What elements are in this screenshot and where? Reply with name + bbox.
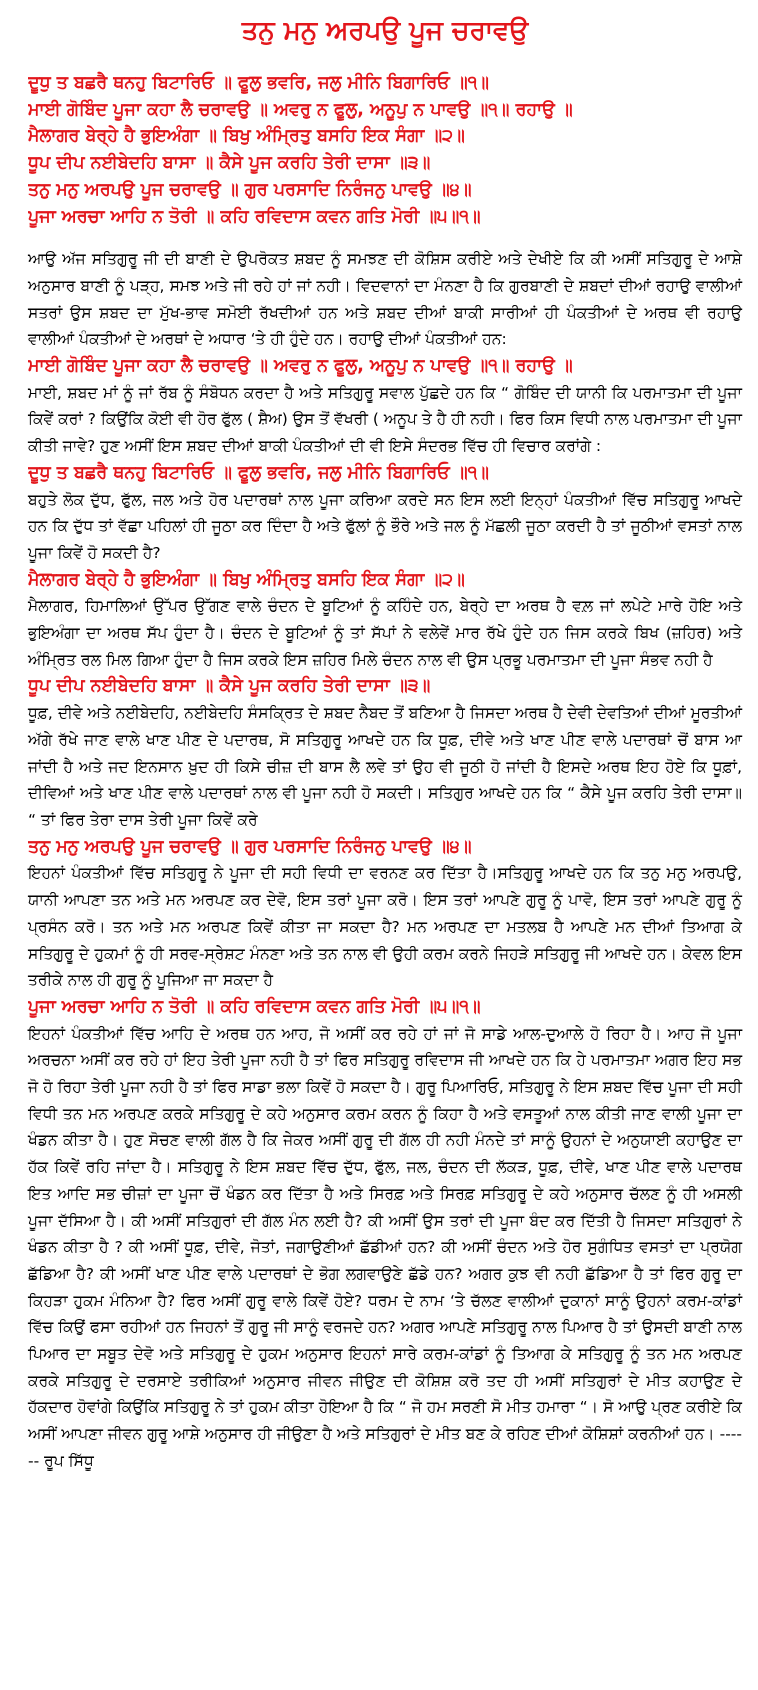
quoted-verse: ਧੂਪ ਦੀਪ ਨਈਬੇਦਹਿ ਬਾਸਾ ॥ ਕੈਸੇ ਪੂਜ ਕਰਹਿ ਤੇਰੀ ਦਾਸਾ ॥੩॥ [28, 676, 431, 697]
article-title: ਤਨੁ ਮਨੁ ਅਰਪਉ ਪੂਜ ਚਰਾਵਉ [241, 16, 529, 46]
verse-line: ਮਾਈ ਗੋਬਿੰਦ ਪੂਜਾ ਕਹਾ ਲੈ ਚਰਾਵਉ ॥ ਅਵਰੁ ਨ ਫੂਲੁ, ਅਨੂਪੁ ਨ ਪਾਵਉ ॥੧॥ ਰਹਾਉ ॥ [28, 99, 573, 120]
quoted-verse: ਪੂਜਾ ਅਰਚਾ ਆਹਿ ਨ ਤੋਰੀ ॥ ਕਹਿ ਰਵਿਦਾਸ ਕਵਨ ਗਤਿ ਮੋਰੀ ॥੫॥੧॥ [28, 996, 481, 1017]
commentary-paragraph: ਮੈਲਾਗਰ, ਹਿਮਾਲਿਆਂ ਉੱਪਰ ਉੱਗਣ ਵਾਲੇ ਚੰਦਨ ਦੇ ਬੂਟਿਆਂ ਨੂੰ ਕਹਿੰਦੇ ਹਨ, ਬੇਰ੍ਹੇ ਦਾ ਅਰਥ ਹੈ ਵਲ਼ ਜਾਂ ਲਪੇਟੇ ਮਾਰੇ ਹੋਇ ਅਤੇ ਭੁਇਅੰਗਾ ਦਾ ਅਰਥ ਸੱਪ ਹੁੰਦਾ ਹੈ। ਚੰਦਨ ਦੇ ਬੂਟਿਆਂ ਨੂੰ ਤਾਂ ਸੱਪਾਂ ਨੇ ਵਲੇਵੇਂ ਮਾਰ ਰੱਖੇ ਹੁੰਦੇ ਹਨ ਜਿਸ ਕਰਕੇ ਬਿਖ (ਜ਼ਹਿਰ) ਅਤੇ ਅੰਮ੍ਰਿਤ ਰਲ ਮਿਲ ਗਿਆ ਹੁੰਦਾ ਹੈ ਜਿਸ ਕਰਕੇ ਇਸ ਜ਼ਹਿਰ ਮਿਲੇ ਚੰਦਨ ਨਾਲ ਵੀ ਉਸ ਪ੍ਰਭੂ ਪਰਮਾਤਮਾ ਦੀ ਪੂਜਾ ਸੰਭਵ ਨਹੀ ਹੈ [28, 597, 742, 669]
quoted-verse: ਮੈਲਾਗਰ ਬੇਰ੍ਹੇ ਹੈ ਭੁਇਅੰਗਾ ॥ ਬਿਖੁ ਅੰਮ੍ਰਿਤੁ ਬਸਹਿ ਇਕ ਸੰਗਾ ॥੨॥ [28, 569, 465, 590]
verse-line: ਦੂਧੁ ਤ ਬਛਰੈ ਥਨਹੁ ਬਿਟਾਰਿਓ ॥ ਫੂਲੁ ਭਵਰਿ, ਜਲੁ ਮੀਨਿ ਬਿਗਾਰਿਓ ॥੧॥ [28, 73, 489, 93]
verse-line: ਧੂਪ ਦੀਪ ਨਈਬੇਦਹਿ ਬਾਸਾ ॥ ਕੈਸੇ ਪੂਜ ਕਰਹਿ ਤੇਰੀ ਦਾਸਾ ॥੩॥ [28, 153, 431, 174]
commentary-paragraph: ਆਉ ਅੱਜ ਸਤਿਗੁਰੂ ਜੀ ਦੀ ਬਾਣੀ ਦੇ ਉਪਰੋਕਤ ਸ਼ਬਦ ਨੂੰ ਸਮਝਣ ਦੀ ਕੋਸ਼ਿਸ ਕਰੀਏ ਅਤੇ ਦੇਖੀਏ ਕਿ ਕੀ ਅਸੀਂ ਸਤਿਗੁਰੂ ਦੇ ਆਸ਼ੇ ਅਨੁਸਾਰ ਬਾਣੀ ਨੂੰ ਪੜ੍ਹ, ਸਮਝ ਅਤੇ ਜੀ ਰਹੇ ਹਾਂ ਜਾਂ ਨਹੀ। ਵਿਦਵਾਨਾਂ ਦਾ ਮੰਨਣਾ ਹੈ ਕਿ ਗੁਰਬਾਣੀ ਦੇ ਸ਼ਬਦਾਂ ਦੀਆਂ ਰਹਾਉ ਵਾਲੀਆਂ ਸਤਰਾਂ ਉਸ ਸ਼ਬਦ ਦਾ ਮੁੱਖ-ਭਾਵ ਸਮੋਈ ਰੱਖਦੀਆਂ ਹਨ ਅਤੇ ਸ਼ਬਦ ਦੀਆਂ ਬਾਕੀ ਸਾਰੀਆਂ ਹੀ ਪੰਕਤੀਆਂ ਦੇ ਅਰਥ ਵੀ ਰਹਾਉ ਵਾਲੀਆਂ ਪੰਕਤੀਆਂ ਦੇ ਅਰਥਾਂ ਦੇ ਅਧਾਰ ‘ਤੇ ਹੀ ਹੁੰਦੇ ਹਨ। ਰਹਾਉ ਦੀਆਂ ਪੰਕਤੀਆਂ ਹਨ: [28, 250, 742, 349]
quoted-verse: ਮਾਈ ਗੋਬਿੰਦ ਪੂਜਾ ਕਹਾ ਲੈ ਚਰਾਵਉ ॥ ਅਵਰੁ ਨ ਫੂਲੁ, ਅਨੂਪੁ ਨ ਪਾਵਉ ॥੧॥ ਰਹਾਉ ॥ [28, 356, 573, 377]
verse-line: ਮੈਲਾਗਰ ਬੇਰ੍ਹੇ ਹੈ ਭੁਇਅੰਗਾ ॥ ਬਿਖੁ ਅੰਮ੍ਰਿਤੁ ਬਸਹਿ ਇਕ ਸੰਗਾ ॥੨॥ [28, 126, 465, 147]
commentary-paragraph: ਬਹੁਤੇ ਲੋਕ ਦੁੱਧ, ਫੁੱਲ, ਜਲ ਅਤੇ ਹੋਰ ਪਦਾਰਥਾਂ ਨਾਲ ਪੂਜਾ ਕਰਿਆ ਕਰਦੇ ਸਨ ਇਸ ਲਈ ਇਨ੍ਹਾਂ ਪੰਕਤੀਆਂ ਵਿੱਚ ਸਤਿਗੁਰੂ ਆਖਦੇ ਹਨ ਕਿ ਦੁੱਧ ਤਾਂ ਵੱਛਾ ਪਹਿਲਾਂ ਹੀ ਜੂਠਾ ਕਰ ਦਿੰਦਾ ਹੈ ਅਤੇ ਫੁੱਲਾਂ ਨੂੰ ਭੌਰੇ ਅਤੇ ਜਲ ਨੂੰ ਮੱਛਲੀ ਜੂਠਾ ਕਰਦੀ ਹੈ ਤਾਂ ਜੂਠੀਆਂ ਵਸਤਾਂ ਨਾਲ ਪੂਜਾ ਕਿਵੇਂ ਹੋ ਸਕਦੀ ਹੈ? [28, 490, 742, 562]
commentary-paragraph: ਧੂਫ਼, ਦੀਵੇ ਅਤੇ ਨਈਬੇਦਹਿ, ਨਈਬੇਦਹਿ ਸੰਸਕ੍ਰਿਤ ਦੇ ਸ਼ਬਦ ਨੈਬਦ ਤੋਂ ਬਣਿਆ ਹੈ ਜਿਸਦਾ ਅਰਥ ਹੈ ਦੇਵੀ ਦੇਵਤਿਆਂ ਦੀਆਂ ਮੂਰਤੀਆਂ ਅੱਗੇ ਰੱਖੇ ਜਾਣ ਵਾਲੇ ਖਾਣ ਪੀਣ ਦੇ ਪਦਾਰਥ, ਸੋ ਸਤਿਗੁਰੂ ਆਖਦੇ ਹਨ ਕਿ ਧੂਫ਼, ਦੀਵੇ ਅਤੇ ਖਾਣ ਪੀਣ ਵਾਲੇ ਪਦਾਰਥਾਂ ਚੋਂ ਬਾਸ ਆ ਜਾਂਦੀ ਹੈ ਅਤੇ ਜਦ ਇਨਸਾਨ ਖ਼ੁਦ ਹੀ ਕਿਸੇ ਚੀਜ਼ ਦੀ ਬਾਸ ਲੈ ਲਵੇ ਤਾਂ ਉਹ ਵੀ ਜੂਠੀ ਹੋ ਜਾਂਦੀ ਹੈ ਇਸਦੇ ਅਰਥ ਇਹ ਹੋਏ ਕਿ ਧੂਫ਼ਾਂ, ਦੀਵਿਆਂ ਅਤੇ ਖਾਣ ਪੀਣ ਵਾਲੇ ਪਦਾਰਥਾਂ ਨਾਲ ਵੀ ਪੂਜਾ ਨਹੀ ਹੋ ਸਕਦੀ। ਸਤਿਗੁਰ ਆਖਦੇ ਹਨ ਕਿ “ ਕੈਸੇ ਪੂਜ ਕਰਹਿ ਤੇਰੀ ਦਾਸਾ॥ “ ਤਾਂ ਫਿਰ ਤੇਰਾ ਦਾਸ ਤੇਰੀ ਪੂਜਾ ਕਿਵੇਂ ਕਰੇ [28, 704, 742, 829]
shabad-verses [28, 70, 742, 230]
commentary-paragraph: ਮਾਈ, ਸ਼ਬਦ ਮਾਂ ਨੂੰ ਜਾਂ ਰੱਬ ਨੂੰ ਸੰਬੋਧਨ ਕਰਦਾ ਹੈ ਅਤੇ ਸਤਿਗੁਰੂ ਸਵਾਲ ਪੁੱਛਦੇ ਹਨ ਕਿ “ ਗੋਬਿੰਦ ਦੀ ਯਾਨੀ ਕਿ ਪਰਮਾਤਮਾ ਦੀ ਪੂਜਾ ਕਿਵੇਂ ਕਰਾਂ ? ਕਿਉਂਕਿ ਕੋਈ ਵੀ ਹੋਰ ਫੁੱਲ ( ਸ਼ੈਅ) ਉਸ ਤੋਂ ਵੱਖਰੀ ( ਅਨੂਪ ਤੇ ਹੈ ਹੀ ਨਹੀ। ਫਿਰ ਕਿਸ ਵਿਧੀ ਨਾਲ ਪਰਮਾਤਮਾ ਦੀ ਪੂਜਾ ਕੀਤੀ ਜਾਵੇ? ਹੁਣ ਅਸੀਂ ਇਸ ਸ਼ਬਦ ਦੀਆਂ ਬਾਕੀ ਪੰਕਤੀਆਂ ਦੀ ਵੀ ਇਸੇ ਸੰਦਰਭ ਵਿੱਚ ਹੀ ਵਿਚਾਰ ਕਰਾਂਗੇ : [28, 383, 742, 456]
closing-paragraph: ਇਹਨਾਂ ਪੰਕਤੀਆਂ ਵਿੱਚ ਆਹਿ ਦੇ ਅਰਥ ਹਨ ਆਹ, ਜੋ ਅਸੀਂ ਕਰ ਰਹੇ ਹਾਂ ਜਾਂ ਜੋ ਸਾਡੇ ਆਲ-ਦੁਆਲੇ ਹੋ ਰਿਹਾ ਹੈ। ਆਹ ਜੋ ਪੂਜਾ ਅਰਚਨਾ ਅਸੀਂ ਕਰ ਰਹੇ ਹਾਂ ਇਹ ਤੇਰੀ ਪੂਜਾ ਨਹੀ ਹੈ ਤਾਂ ਫਿਰ ਸਤਿਗੁਰੂ ਰਵਿਦਾਸ ਜੀ ਆਖਦੇ ਹਨ ਕਿ ਹੇ ਪਰਮਾਤਮਾ ਅਗਰ ਇਹ ਸਭ ਜੋ ਹੋ ਰਿਹਾ ਤੇਰੀ ਪੂਜਾ ਨਹੀ ਹੈ ਤਾਂ ਫਿਰ ਸਾਡਾ ਭਲਾ ਕਿਵੇਂ ਹੋ ਸਕਦਾ ਹੈ। ਗੁਰੂ ਪਿਆਰਿਓ, ਸਤਿਗੁਰੂ ਨੇ ਇਸ ਸ਼ਬਦ ਵਿੱਚ ਪੂਜਾ ਦੀ ਸਹੀ ਵਿਧੀ ਤਨ ਮਨ ਅਰਪਣ ਕਰਕੇ ਸਤਿਗੁਰੂ ਦੇ ਕਹੇ ਅਨੁਸਾਰ ਕਰਮ ਕਰਨ ਨੂੰ ਕਿਹਾ ਹੈ ਅਤੇ ਵਸਤੂਆਂ ਨਾਲ ਕੀਤੀ ਜਾਣ ਵਾਲੀ ਪੂਜਾ ਦਾ ਖੰਡਨ ਕੀਤਾ ਹੈ। ਹੁਣ ਸੋਚਣ ਵਾਲੀ ਗੱਲ ਹੈ ਕਿ ਜੇਕਰ ਅਸੀਂ ਗੁਰੂ ਦੀ ਗੱਲ ਹੀ ਨਹੀ ਮੰਨਦੇ ਤਾਂ ਸਾਨੂੰ ਉਹਨਾਂ ਦੇ ਅਨੁਯਾਈ ਕਹਾਉਣ ਦਾ ਹੱਕ ਕਿਵੇਂ ਰਹਿ ਜਾਂਦਾ ਹੈ। ਸਤਿਗੁਰੂ ਨੇ ਇਸ ਸ਼ਬਦ ਵਿੱਚ ਦੁੱਧ, ਫੁੱਲ, ਜਲ, ਚੰਦਨ ਦੀ ਲੱਕੜ, ਧੂਫ਼, ਦੀਵੇ, ਖਾਣ ਪੀਣ ਵਾਲੇ ਪਦਾਰਥ ਇਤ ਆਦਿ ਸਭ ਚੀਜ਼ਾਂ ਦਾ ਪੂਜਾ ਚੋਂ ਖੰਡਨ ਕਰ ਦਿੱਤਾ ਹੈ ਅਤੇ ਸਿਰਫ਼ ਅਤੇ ਸਿਰਫ਼ ਸਤਿਗੁਰੂ ਦੇ ਕਹੇ ਅਨੁਸਾਰ ਚੱਲਣ ਨੂੰ ਹੀ ਅਸਲੀ ਪੂਜਾ ਦੱਸਿਆ ਹੈ। ਕੀ ਅਸੀਂ ਸਤਿਗੁਰਾਂ ਦੀ ਗੱਲ ਮੰਨ ਲਈ ਹੈ? ਕੀ ਅਸੀਂ ਉਸ ਤਰਾਂ ਦੀ ਪੂਜਾ ਬੰਦ ਕਰ ਦਿੱਤੀ ਹੈ ਜਿਸਦਾ ਸਤਿਗੁਰਾਂ ਨੇ ਖੰਡਨ ਕੀਤਾ ਹੈ ? ਕੀ ਅਸੀਂ ਧੂਫ਼, ਦੀਵੇ, ਜੋਤਾਂ, ਜਗਾਉਣੀਆਂ ਛੱਡੀਆਂ ਹਨ? ਕੀ ਅਸੀਂ ਚੰਦਨ ਅਤੇ ਹੋਰ ਸੁਗੰਧਿਤ ਵਸਤਾਂ ਦਾ ਪ੍ਰਯੋਗ ਛੱਡਿਆ ਹੈ? ਕੀ ਅਸੀਂ ਖਾਣ ਪੀਣ ਵਾਲੇ ਪਦਾਰਥਾਂ ਦੇ ਭੋਗ ਲਗਵਾਉਣੇ ਛੱਡੇ ਹਨ? ਅਗਰ ਕੁਝ ਵੀ ਨਹੀ ਛੱਡਿਆ ਹੈ ਤਾਂ ਫਿਰ ਗੁਰੂ ਦਾ ਕਿਹੜਾ ਹੁਕਮ ਮੰਨਿਆ ਹੈ? ਫਿਰ ਅਸੀਂ ਗੁਰੂ ਵਾਲੇ ਕਿਵੇਂ ਹੋਏ? ਧਰਮ ਦੇ ਨਾਮ ‘ਤੇ ਚੱਲਣ ਵਾਲੀਆਂ ਦੁਕਾਨਾਂ ਸਾਨੂੰ ਉਹਨਾਂ ਕਰਮ-ਕਾਂਡਾਂ ਵਿੱਚ ਕਿਉਂ ਫਸਾ ਰਹੀਆਂ ਹਨ ਜਿਹਨਾਂ ਤੋਂ ਗੁਰੂ ਜੀ ਸਾਨੂੰ ਵਰਜਦੇ ਹਨ? ਅਗਰ ਆਪਣੇ ਸਤਿਗੁਰੂ ਨਾਲ ਪਿਆਰ ਹੈ ਤਾਂ ਉਸਦੀ ਬਾਣੀ ਨਾਲ ਪਿਆਰ ਦਾ ਸਬੂਤ ਦੇਵੋ ਅਤੇ ਸਤਿਗੁਰੂ ਦੇ ਹੁਕਮ ਅਨੁਸਾਰ ਇਹਨਾਂ ਸਾਰੇ ਕਰਮ-ਕਾਂਡਾਂ ਨੂੰ ਤਿਆਗ ਕੇ ਸਤਿਗੁਰੂ ਨੂੰ ਤਨ ਮਨ ਅਰਪਣ ਕਰਕੇ ਸਤਿਗੁਰੂ ਦੇ ਦਰਸਾਏ ਤਰੀਕਿਆਂ ਅਨੁਸਾਰ ਜੀਵਨ ਜੀਉਣ ਦੀ ਕੋਸ਼ਿਸ਼ ਕਰੋ ਤਦ ਹੀ ਅਸੀਂ ਸਤਿਗੁਰਾਂ ਦੇ ਮੀਤ ਕਹਾਉਣ ਦੇ ਹੱਕਦਾਰ ਹੋਵਾਂਗੇ ਕਿਉਂਕਿ ਸਤਿਗੁਰੂ ਨੇ ਤਾਂ ਹੁਕਮ ਕੀਤਾ ਹੋਇਆ ਹੈ ਕਿ “ ਜੋ ਹਮ ਸਰਣੀ ਸੋ ਮੀਤ ਹਮਾਰਾ “। ਸੋ ਆਉ ਪ੍ਰਣ ਕਰੀਏ ਕਿ ਅਸੀਂ ਆਪਣਾ ਜੀਵਨ ਗੁਰੂ ਆਸ਼ੇ ਅਨੁਸਾਰ ਹੀ ਜੀਉਣਾ ਹੈ ਅਤੇ ਸਤਿਗੁਰਾਂ ਦੇ ਮੀਤ ਬਣ ਕੇ ਰਹਿਣ ਦੀਆਂ ਕੋਸ਼ਿਸ਼ਾਂ ਕਰਨੀਆਂ ਹਨ। ------ ਰੂਪ ਸਿੱਧੂ [28, 1024, 742, 1470]
verse-line: ਤਨੁ ਮਨੁ ਅਰਪਉ ਪੂਜ ਚਰਾਵਉ ॥ ਗੁਰ ਪਰਸਾਦਿ ਨਿਰੰਜਨੁ ਪਾਵਉ ॥੪॥ [28, 179, 472, 200]
quoted-verse: ਤਨੁ ਮਨੁ ਅਰਪਉ ਪੂਜ ਚਰਾਵਉ ॥ ਗੁਰ ਪਰਸਾਦਿ ਨਿਰੰਜਨੁ ਪਾਵਉ ॥੪॥ [28, 836, 472, 857]
verse-line: ਪੂਜਾ ਅਰਚਾ ਆਹਿ ਨ ਤੋਰੀ ॥ ਕਹਿ ਰਵਿਦਾਸ ਕਵਨ ਗਤਿ ਮੋਰੀ ॥੫॥੧॥ [28, 206, 481, 227]
commentary-paragraph: ਇਹਨਾਂ ਪੰਕਤੀਆਂ ਵਿੱਚ ਸਤਿਗੁਰੂ ਨੇ ਪੂਜਾ ਦੀ ਸਹੀ ਵਿਧੀ ਦਾ ਵਰਨਣ ਕਰ ਦਿੱਤਾ ਹੈ।ਸਤਿਗੁਰੂ ਆਖਦੇ ਹਨ ਕਿ ਤਨੁ ਮਨੁ ਅਰਪਉ, ਯਾਨੀ ਆਪਣਾ ਤਨ ਅਤੇ ਮਨ ਅਰਪਣ ਕਰ ਦੇਵੋ, ਇਸ ਤਰਾਂ ਪੂਜਾ ਕਰੋ। ਇਸ ਤਰਾਂ ਆਪਣੇ ਗੁਰੂ ਨੂੰ ਪਾਵੋ, ਇਸ ਤਰਾਂ ਆਪਣੇ ਗੁਰੂ ਨੂੰ ਪ੍ਰਸੰਨ ਕਰੋ। ਤਨ ਅਤੇ ਮਨ ਅਰਪਣ ਕਿਵੇਂ ਕੀਤਾ ਜਾ ਸਕਦਾ ਹੈ? ਮਨ ਅਰਪਣ ਦਾ ਮਤਲਬ ਹੈ ਆਪਣੇ ਮਨ ਦੀਆਂ ਤਿਆਗ ਕੇ ਸਤਿਗੁਰੂ ਦੇ ਹੁਕਮਾਂ ਨੂੰ ਹੀ ਸਰਵ-ਸ੍ਰੇਸ਼ਟ ਮੰਨਣਾ ਅਤੇ ਤਨ ਨਾਲ ਵੀ ਉਹੀ ਕਰਮ ਕਰਨੇ ਜਿਹੜੇ ਸਤਿਗੁਰੂ ਜੀ ਆਖਦੇ ਹਨ। ਕੇਵਲ ਇਸ ਤਰੀਕੇ ਨਾਲ ਹੀ ਗੁਰੂ ਨੂੰ ਪੂਜਿਆ ਜਾ ਸਕਦਾ ਹੈ [28, 864, 742, 990]
quoted-verse: ਦੂਧੁ ਤ ਬਛਰੈ ਥਨਹੁ ਬਿਟਾਰਿਓ ॥ ਫੂਲੁ ਭਵਰਿ, ਜਲੁ ਮੀਨਿ ਬਿਗਾਰਿਓ ॥੧॥ [28, 462, 489, 483]
article-body [28, 246, 742, 1474]
